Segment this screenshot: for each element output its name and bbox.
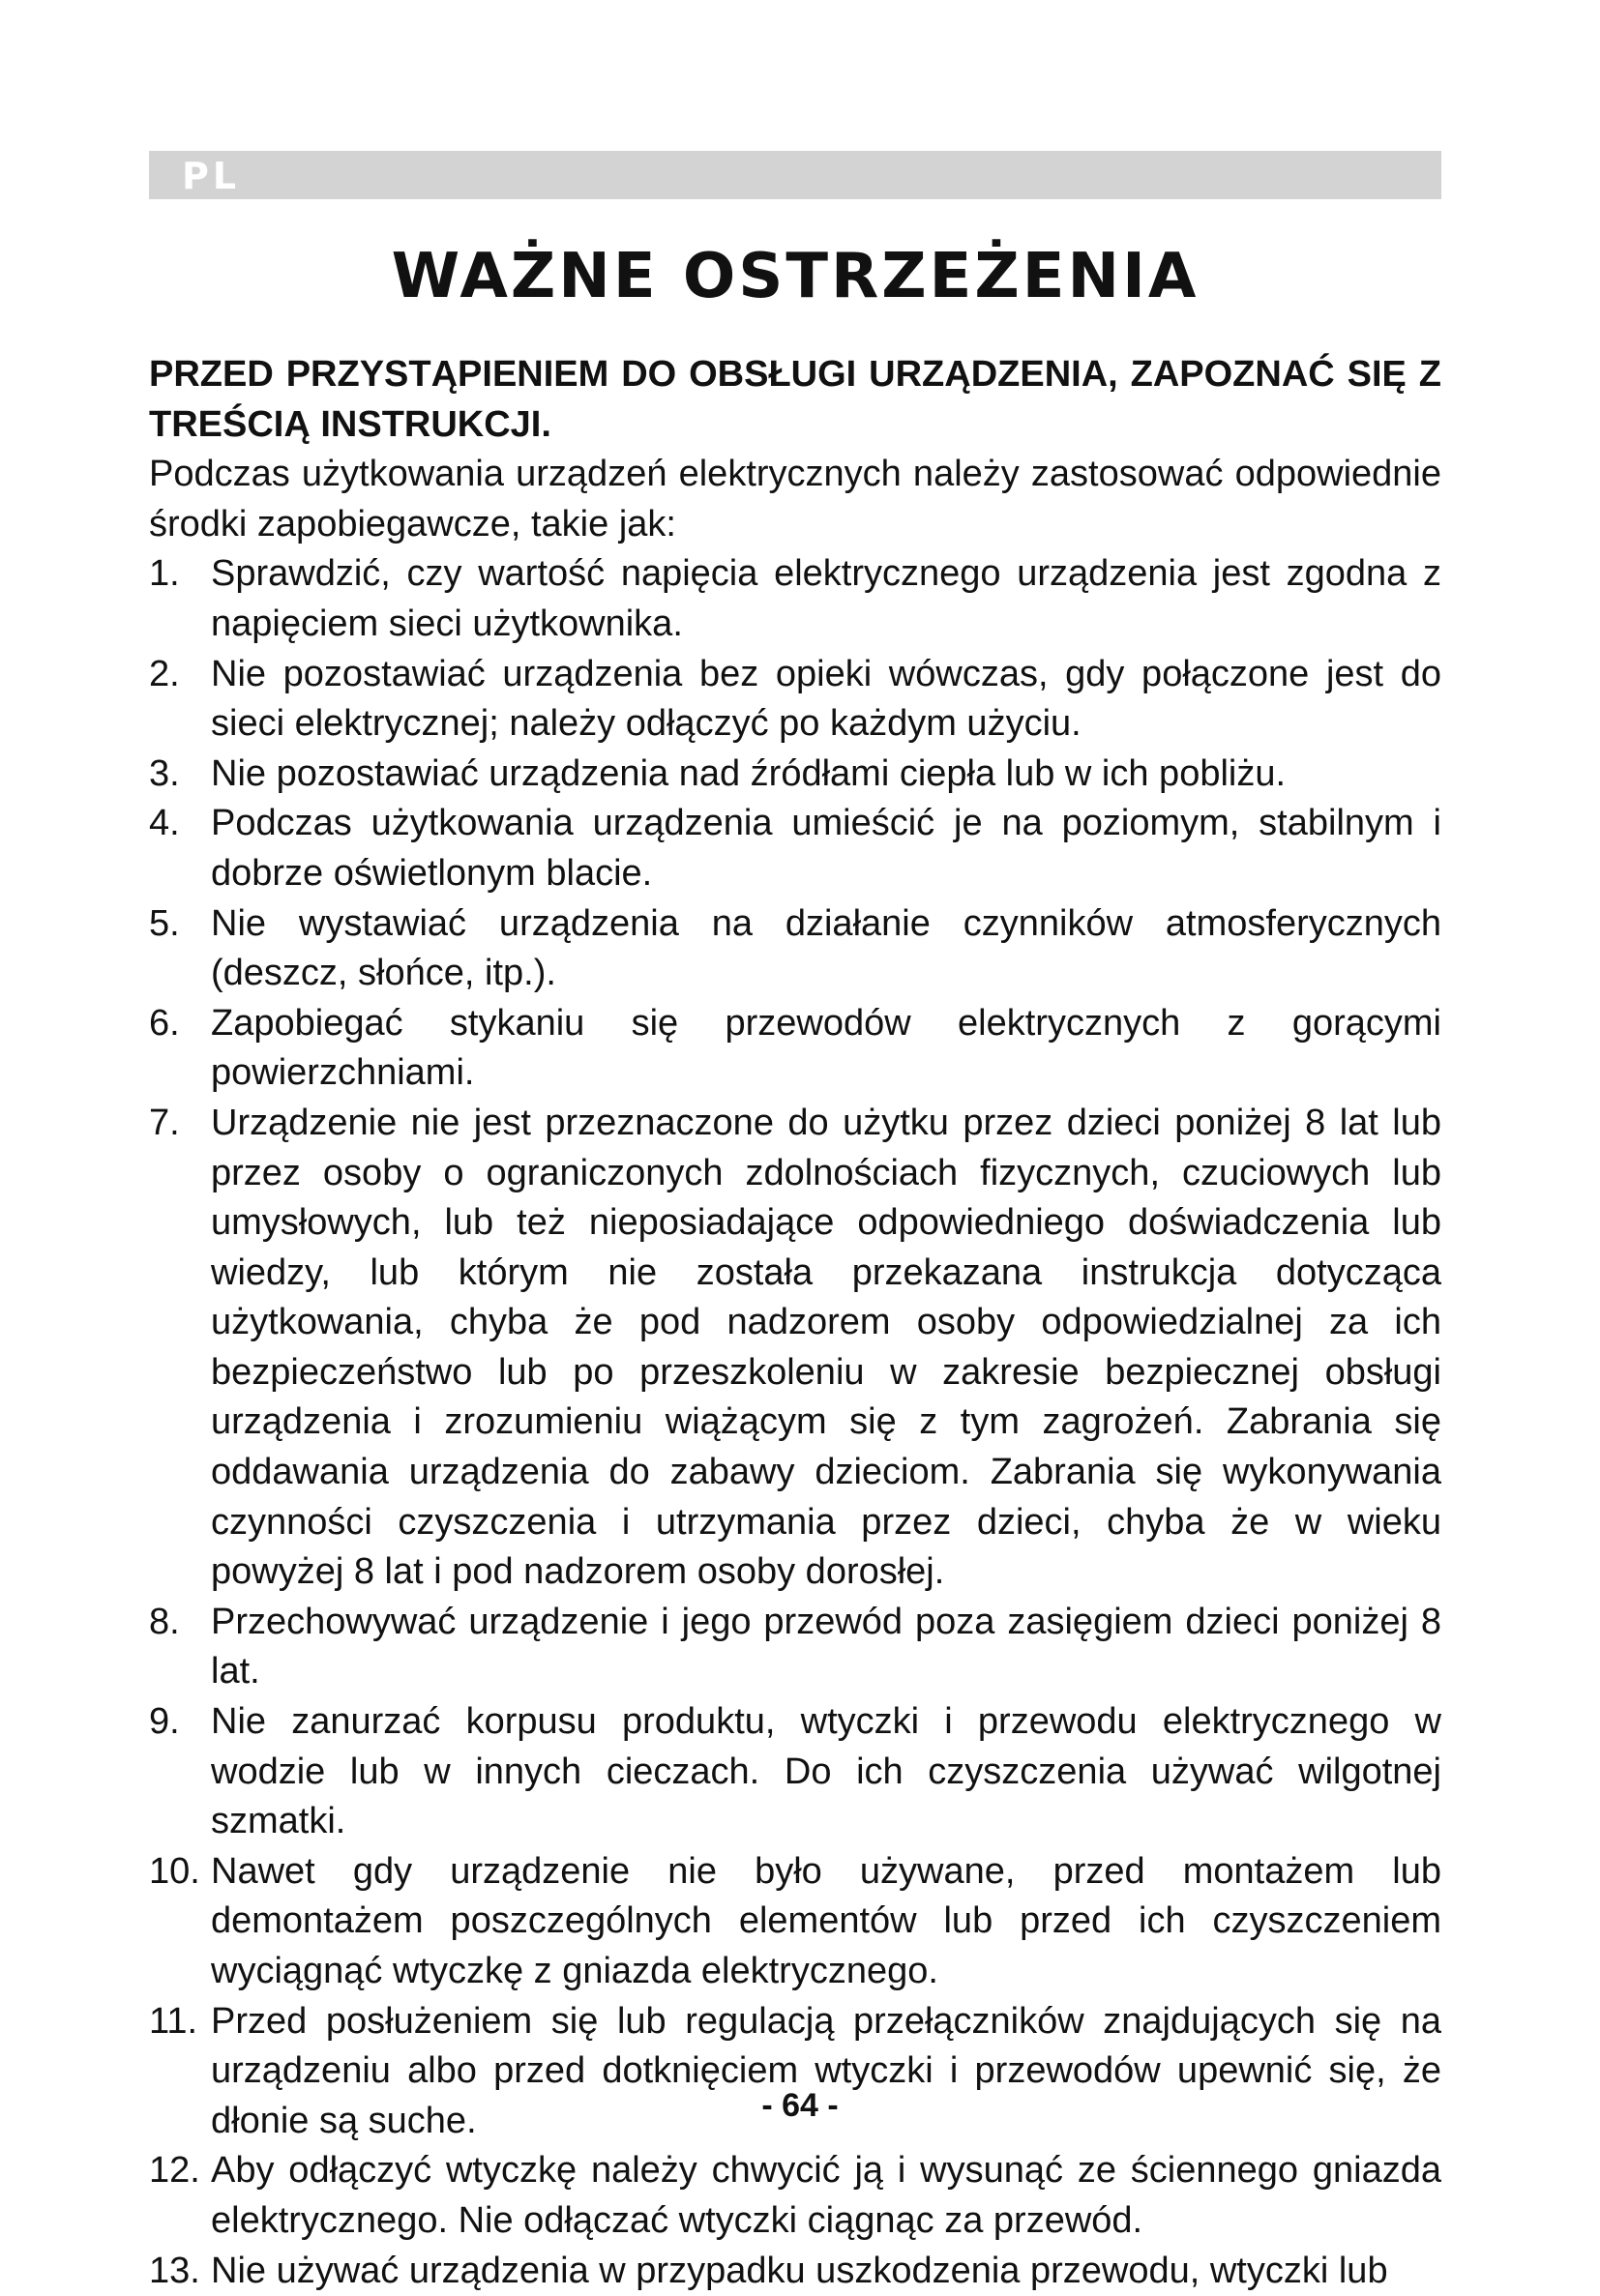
item-text: Przechowywać urządzenie i jego przewód poza zasięgiem dzieci poniżej 8 lat. (211, 1601, 1441, 1693)
item-text: Nie zanurzać korpusu produktu, wtyczki i przewodu elektrycznego w wodzie lub w innych cieczach. Do ich czyszczenia używać wilgotnej szmatki. (211, 1701, 1441, 1842)
item-number: 12. (149, 2150, 200, 2192)
item-text: Sprawdzić, czy wartość napięcia elektrycznego urządzenia jest zgodna z napięciem sieci użytkownika. (211, 553, 1441, 644)
item-text: Urządzenie nie jest przeznaczone do użytku przez dzieci poniżej 8 lat lub przez osoby o ograniczonych zdolnościach fizycznych, czuciowych lub umysłowych, lub też nieposiadające odpowiedniego doświadczenia lub wiedzy, lub którym nie została przekazana instrukcja dotycząca użytkowania, chyba że pod nadzorem osoby odpowiedzialnej za ich bezpieczeństwo lub po przeszkoleniu w zakresie bezpiecznej obsługi urządzenia i zrozumieniu wiążącym się z tym zagrożeń. Zabrania się oddawania urządzenia do zabawy dzieciom. Zabrania się wykonywania czynności czyszczenia i utrzymania przez dzieci, chyba że w wieku powyżej 8 lat i pod nadzorem osoby dorosłej. (211, 1102, 1441, 1593)
item-text: Nie pozostawiać urządzenia bez opieki wówczas, gdy połączone jest do sieci elektrycznej; należy odłączyć po każdym użyciu. (211, 653, 1441, 745)
list-item (149, 899, 1441, 999)
intro-paragraph: Podczas użytkowania urządzeń elektrycznych należy zastosować odpowiednie środki zapobiegawcze, takie jak: (149, 454, 1441, 545)
item-number: 13. (149, 2250, 200, 2291)
item-number: 5. (149, 902, 180, 944)
page-number: - 64 - (761, 2087, 839, 2124)
item-number: 7. (149, 1102, 180, 1143)
item-text: Nawet gdy urządzenie nie było używane, przed montażem lub demontażem poszczególnych elementów lub przed ich czyszczeniem wyciągnąć wtyczkę z gniazda elektrycznego. (211, 1850, 1441, 1991)
warnings-list (149, 549, 1441, 2296)
item-number: 1. (149, 553, 180, 595)
list-item (149, 1697, 1441, 1847)
item-text: Podczas użytkowania urządzenia umieścić je na poziomym, stabilnym i dobrze oświetlonym blacie. (211, 803, 1441, 894)
item-text: Aby odłączyć wtyczkę należy chwycić ją i wysunąć ze ściennego gniazda elektrycznego. Nie odłączać wtyczki ciągnąc za przewód. (211, 2150, 1441, 2241)
list-item (149, 1099, 1441, 1598)
list-item (149, 799, 1441, 898)
language-bar (149, 151, 1441, 199)
list-item (149, 650, 1441, 750)
item-number: 9. (149, 1701, 180, 1743)
item-text: Zapobiegać stykaniu się przewodów elektrycznych z gorącymi powierzchniami. (211, 1002, 1441, 1094)
item-number: 11. (149, 2000, 198, 2042)
item-number: 8. (149, 1601, 180, 1642)
list-item (149, 1847, 1441, 1997)
document-body (149, 350, 1441, 2296)
page-title: WAŻNE OSTRZEŻENIA (391, 241, 1200, 312)
item-number: 3. (149, 752, 180, 794)
language-code: PL (182, 155, 241, 197)
list-item (149, 2146, 1441, 2246)
list-item (149, 750, 1441, 800)
item-number: 2. (149, 653, 180, 694)
list-item (149, 999, 1441, 1099)
item-text: Przed posłużeniem się lub regulacją przełączników znajdujących się na urządzeniu albo przed dotknięciem wtyczki i przewodów upewnić się, że dłonie są suche. (211, 2000, 1441, 2141)
list-item (149, 1598, 1441, 1697)
item-number: 10. (149, 1850, 200, 1892)
item-text: Nie wystawiać urządzenia na działanie czynników atmosferycznych (deszcz, słońce, itp.). (211, 902, 1441, 994)
list-item (149, 2247, 1441, 2296)
list-item (149, 549, 1441, 649)
item-number: 4. (149, 803, 180, 844)
lead-paragraph: PRZED PRZYSTĄPIENIEM DO OBSŁUGI URZĄDZENIA, ZAPOZNAĆ SIĘ Z TREŚCIĄ INSTRUKCJI. (149, 354, 1441, 445)
item-text: Nie używać urządzenia w przypadku uszkodzenia przewodu, wtyczki lub (211, 2250, 1388, 2291)
item-text: Nie pozostawiać urządzenia nad źródłami ciepła lub w ich pobliżu. (211, 752, 1287, 794)
item-number: 6. (149, 1002, 180, 1044)
